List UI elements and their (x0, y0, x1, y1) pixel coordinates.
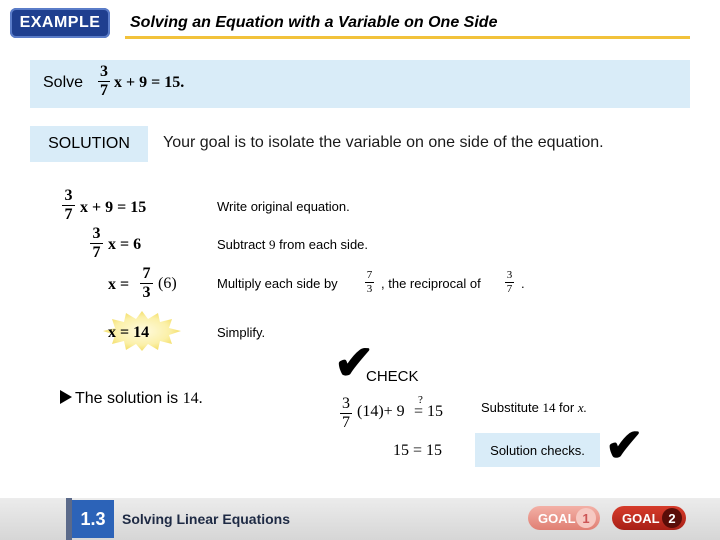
problem-fraction (98, 64, 110, 99)
check-fraction (340, 396, 352, 431)
check-note-value: 14 (542, 400, 556, 415)
step2-den: 7 (92, 244, 101, 261)
step4-note: Simplify. (217, 325, 266, 340)
step3-lhs: x = (108, 276, 130, 293)
solution-statement-text: The solution is (75, 390, 183, 407)
step2-equation: x = 6 (108, 236, 142, 253)
solution-label: SOLUTION (30, 126, 148, 162)
check-note-substitute (481, 400, 587, 416)
step3-note-den1: 3 (366, 283, 373, 295)
check-fraction-den: 7 (342, 414, 350, 431)
problem-fraction-num: 3 (100, 63, 108, 80)
solution-statement-value: 14. (182, 390, 203, 407)
step1-note: Write original equation. (217, 199, 350, 214)
step3-note-fraction1 (365, 270, 374, 295)
page-title: Solving an Equation with a Variable on One Side (130, 14, 498, 31)
check-equation-left: (14)+ 9 (357, 403, 405, 420)
step3-fraction (140, 266, 153, 301)
check-equation-result: 15 = 15 (393, 442, 443, 459)
step2-fraction (90, 226, 103, 261)
check-note-pre: Substitute (481, 400, 543, 415)
step3-num: 7 (142, 265, 151, 282)
goal-2-label: GOAL (622, 510, 660, 526)
step3-note-mid: , the reciprocal of (381, 276, 481, 291)
step3-note-end: . (521, 276, 525, 291)
step2-note-post: from each side. (275, 237, 369, 252)
check-label: CHECK (366, 368, 419, 385)
problem-equation: x + 9 = 15. (114, 74, 185, 91)
step2-note-val: 9 (269, 237, 276, 252)
section-badge: 1.3 (72, 500, 114, 538)
solution-checks-label: Solution checks. (475, 433, 600, 467)
goal-1-number: 1 (576, 508, 596, 528)
step2-note-pre: Subtract (217, 237, 270, 252)
header-divider (125, 36, 690, 39)
step1-fraction (62, 188, 75, 223)
goal-1-label: GOAL (538, 510, 576, 526)
step3-note-num1: 7 (366, 269, 373, 281)
goal-2-number: 2 (662, 508, 682, 528)
step3-note-fraction2 (505, 270, 514, 295)
check-mark-icon: ✔ (334, 337, 375, 390)
check-note-mid: for (555, 400, 578, 415)
step3-den: 3 (142, 284, 151, 301)
step4-equation: x = 14 (108, 324, 150, 341)
step2-note (217, 237, 368, 253)
check-question-mark: ? (418, 394, 423, 406)
check-note-var: x. (577, 400, 587, 415)
check-fraction-num: 3 (342, 395, 350, 412)
step3-note-den2: 7 (506, 283, 513, 295)
step3-note-pre: Multiply each side by (217, 276, 338, 291)
step3-expr: (6) (158, 275, 177, 292)
check-mark-icon: ✔ (605, 419, 644, 471)
footer-title: Solving Linear Equations (122, 511, 291, 527)
step1-num: 3 (64, 187, 73, 204)
step3-note-num2: 3 (506, 269, 513, 281)
step1-equation: x + 9 = 15 (80, 199, 147, 216)
goal-2-button[interactable] (612, 506, 686, 530)
step1-den: 7 (64, 206, 73, 223)
goal-text: Your goal is to isolate the variable on one side of the equation. (163, 134, 604, 151)
step2-num: 3 (92, 225, 101, 242)
solution-statement (60, 390, 203, 408)
problem-fraction-den: 7 (100, 82, 108, 99)
goal-1-button[interactable] (528, 506, 600, 530)
check-equation-right: = 15 (414, 403, 444, 420)
triangle-right-icon (60, 390, 72, 404)
solve-label: Solve (43, 74, 84, 91)
example-badge: EXAMPLE (10, 8, 110, 38)
